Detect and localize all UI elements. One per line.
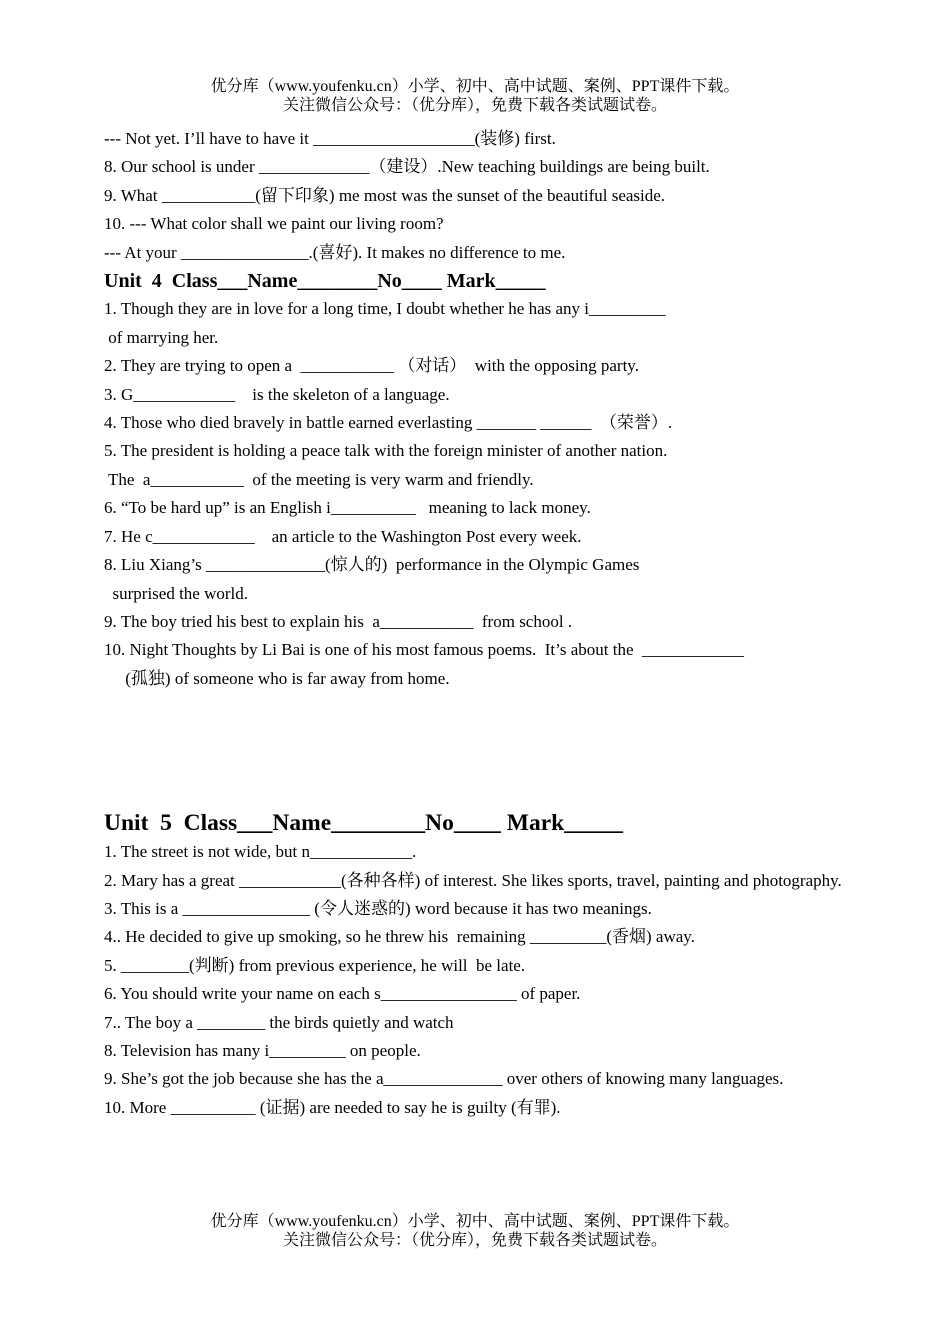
unit3-line: --- Not yet. I’ll have to have it ___________________(装修) first. bbox=[104, 129, 556, 148]
unit5-item: 9. She’s got the job because she has the a______________ over others of knowing many languages. bbox=[104, 1069, 784, 1089]
footer-line-1: 优分库（www.youfenku.cn）小学、初中、高中试题、案例、PPT课件下载。 bbox=[210, 1213, 740, 1230]
unit4-line: (孤独) of someone who is far away from home. bbox=[104, 668, 450, 688]
unit3-continuation bbox=[104, 125, 846, 267]
unit5-item: 4.. He decided to give up smoking, so he threw his remaining _________(香烟) away. bbox=[104, 927, 695, 947]
unit5-item: 10. More __________ (证据) are needed to say he is guilty (有罪). bbox=[104, 1097, 561, 1117]
unit4-heading: Unit 4 Class___Name________No____ Mark_____ bbox=[104, 270, 546, 293]
unit4-line: 1. Though they are in love for a long time, I doubt whether he has any i_________ bbox=[104, 299, 666, 319]
unit4-line: 4. Those who died bravely in battle earned everlasting _______ ______ （荣誉）. bbox=[104, 413, 673, 433]
unit5-item: 6. You should write your name on each s________________ of paper. bbox=[104, 984, 581, 1004]
footer-line-2: 关注微信公众号：（优分库），免费下载各类试题试卷。 bbox=[282, 1232, 667, 1249]
unit4-line: 10. Night Thoughts by Li Bai is one of his most famous poems. It’s about the ____________ bbox=[104, 640, 744, 660]
worksheet-body bbox=[104, 125, 846, 1122]
unit5-item: 2. Mary has a great ____________(各种各样) of interest. She likes sports, travel, painting and photography. bbox=[104, 870, 842, 890]
unit4-section bbox=[104, 267, 846, 693]
unit5-item: 8. Television has many i_________ on people. bbox=[104, 1040, 421, 1060]
header-line-1: 优分库（www.youfenku.cn）小学、初中、高中试题、案例、PPT课件下载。 bbox=[210, 78, 740, 95]
page-footer bbox=[0, 1212, 950, 1250]
unit3-line: 8. Our school is under _____________（建设）.New teaching buildings are being built. bbox=[104, 157, 710, 177]
unit4-line: 8. Liu Xiang’s ______________(惊人的) performance in the Olympic Games bbox=[104, 555, 640, 575]
unit4-line: 2. They are trying to open a ___________ （对话） with the opposing party. bbox=[104, 356, 639, 376]
unit4-line: 5. The president is holding a peace talk with the foreign minister of another nation. bbox=[104, 441, 668, 461]
unit4-line: 6. “To be hard up” is an English i__________ meaning to lack money. bbox=[104, 498, 591, 518]
unit3-line: 9. What ___________(留下印象) me most was the sunset of the beautiful seaside. bbox=[104, 185, 666, 205]
unit4-line: of marrying her. bbox=[104, 327, 219, 347]
unit5-item: 3. This is a _______________ (令人迷惑的) word because it has two meanings. bbox=[104, 898, 652, 918]
unit5-section bbox=[104, 808, 846, 1122]
header-line-2: 关注微信公众号：（优分库），免费下载各类试题试卷。 bbox=[282, 97, 667, 114]
unit5-heading: Unit 5 Class___Name________No____ Mark_____ bbox=[104, 810, 623, 837]
unit4-line: 3. G____________ is the skeleton of a language. bbox=[104, 384, 450, 404]
unit5-item: 5. ________(判断) from previous experience, he will be late. bbox=[104, 955, 526, 975]
page-header bbox=[0, 77, 950, 115]
unit3-line: 10. --- What color shall we paint our living room? bbox=[104, 214, 444, 234]
unit4-line: 7. He c____________ an article to the Washington Post every week. bbox=[104, 526, 582, 546]
unit3-line: --- At your _______________.(喜好). It makes no difference to me. bbox=[104, 242, 566, 262]
unit4-line: 9. The boy tried his best to explain his a___________ from school . bbox=[104, 611, 573, 631]
unit4-line: surprised the world. bbox=[104, 583, 249, 603]
unit5-item: 7.. The boy a ________ the birds quietly and watch bbox=[104, 1012, 454, 1032]
unit5-item: 1. The street is not wide, but n____________. bbox=[104, 842, 417, 862]
unit4-line: The a___________ of the meeting is very warm and friendly. bbox=[104, 469, 534, 489]
